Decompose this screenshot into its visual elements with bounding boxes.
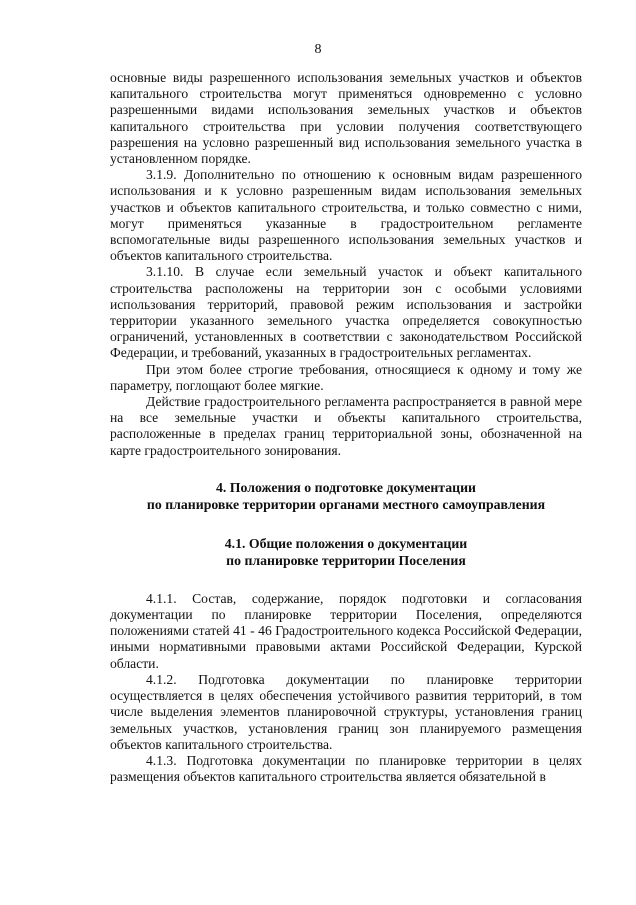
subsection-heading-line-2: по планировке территории Поселения	[226, 552, 466, 568]
paragraph-strict-requirements: При этом более строгие требования, относящиеся к одному и тому же параметру, поглощают более мягкие.	[110, 361, 582, 393]
subsection-heading-4-1	[110, 535, 582, 569]
section-heading-4	[110, 479, 582, 513]
section-heading-line-1: 4. Положения о подготовке документации	[215, 479, 476, 495]
page-number: 8	[314, 42, 322, 57]
document-body	[110, 70, 582, 785]
paragraph-4-1-3: 4.1.3. Подготовка документации по планировке территории в целях размещения объектов капитального строительства является обязательной в	[110, 752, 582, 785]
subsection-heading-line-1: 4.1. Общие положения о документации	[224, 535, 468, 551]
section-heading-line-2: по планировке территории органами местного самоуправления	[146, 496, 546, 512]
paragraph-continuation: основные виды разрешенного использования земельных участков и объектов капитального строительства могут применяться одновременно с условно разрешенными видами использования земельных участков и объектов капитального строительства при условии получения соответствующего разрешения на условно разрешенный вид использования земельного участка в установленном порядке.	[110, 70, 582, 167]
paragraph-3-1-9: 3.1.9. Дополнительно по отношению к основным видам разрешенного использования и к условно разрешенным видам использования земельных участков и объектов капитального строительства, и только совместно с ними, могут применяться указанные в градостроительном регламенте вспомогательные виды разрешенного использования земельных участков и объектов капитального строительства.	[110, 167, 582, 264]
paragraph-3-1-10: 3.1.10. В случае если земельный участок и объект капитального строительства расположены на территории зон с особыми условиями использования территорий, правовой режим использования и застройки территории указанного земельного участка определяется совокупностью ограничений, установленных в соответствии с законодательством Российской Федерации, и требований, указанных в градостроительных регламентах.	[110, 264, 582, 361]
paragraph-4-1-1: 4.1.1. Состав, содержание, порядок подготовки и согласования документации по планировке территории Поселения, определяются положениями статей 41 - 46 Градостроительного кодекса Российской Федерации, иными нормативными правовыми актами Российской Федерации, Курской области.	[110, 590, 582, 671]
paragraph-4-1-2: 4.1.2. Подготовка документации по планировке территории осуществляется в целях обеспечения устойчивого развития территорий, в том числе выделения элементов планировочной структуры, установления границ земельных участков, установления границ зон планируемого размещения объектов капитального строительства.	[110, 671, 582, 752]
paragraph-regulation-scope: Действие градостроительного регламента распространяется в равной мере на все земельные участки и объекты капитального строительства, расположенные в пределах границ территориальной зоны, обозначенной на карте градостроительного зонирования.	[110, 394, 582, 458]
